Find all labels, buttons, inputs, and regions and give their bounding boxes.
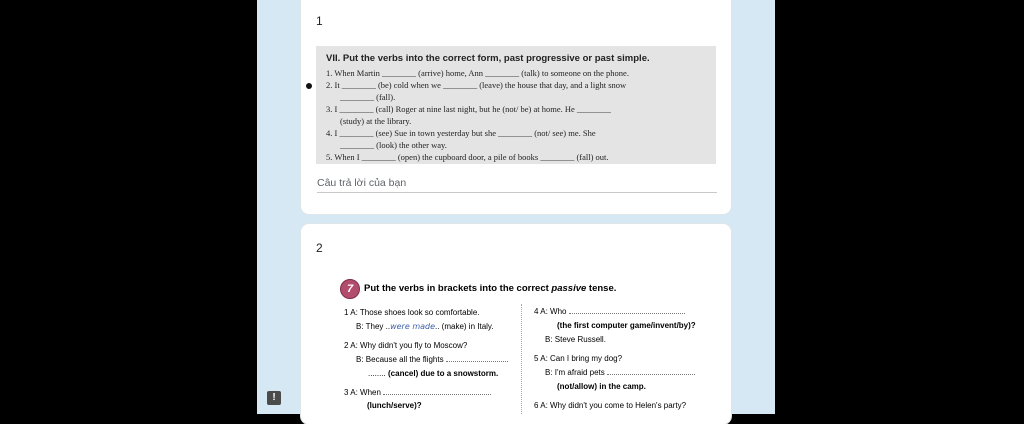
column-divider: [521, 304, 522, 414]
exercise-line: 2. It ________ (be) cold when we ________ (leave) the house that day, and a light snow: [326, 80, 627, 90]
exercise-line: ........ (cancel) due to a snowstorm.: [368, 369, 499, 378]
exercise-image-1: [316, 46, 716, 164]
answer-underline: [317, 192, 717, 193]
exercise-title: Put the verbs in brackets into the correct passive tense.: [364, 283, 617, 294]
exercise-number-badge: 7: [340, 279, 360, 299]
exercise-line: (study) at the library.: [340, 116, 412, 126]
exercise-line: 3 A: When: [344, 388, 491, 397]
exercise-line: 3. I ________ (call) Roger at nine last night, but he (not/ be) at home. He ________: [326, 104, 611, 114]
answer-input[interactable]: Câu trả lời của bạn: [317, 177, 407, 189]
exercise-line: 6 A: Why didn't you come to Helen's party?: [534, 401, 687, 410]
exercise-line: B: Steve Russell.: [545, 335, 606, 344]
exercise-title: VII. Put the verbs into the correct form, past progressive or past simple.: [326, 53, 650, 64]
exercise-line: 5. When I ________ (open) the cupboard door, a pile of books ________ (fall) out.: [326, 152, 609, 162]
exercise-line: (the first computer game/invent/by)?: [557, 321, 696, 330]
bullet-dot: [306, 83, 312, 89]
question-number: 2: [316, 241, 323, 255]
exercise-line: 1 A: Those shoes look so comfortable.: [344, 308, 480, 317]
exercise-line: 2 A: Why didn't you fly to Moscow?: [344, 341, 468, 350]
exercise-line: ________ (look) the other way.: [340, 140, 447, 150]
exercise-line: 5 A: Can I bring my dog?: [534, 354, 623, 363]
question-number: 1: [316, 14, 323, 28]
exercise-line: B: They ..were made.. (make) in Italy.: [356, 322, 494, 331]
report-issue-icon[interactable]: !: [267, 391, 281, 405]
exercise-line: 4 A: Who: [534, 307, 685, 316]
exercise-line: (lunch/serve)?: [367, 401, 422, 410]
exercise-line: 4. I ________ (see) Sue in town yesterday but she ________ (not/ see) me. She: [326, 128, 596, 138]
exercise-line: B: Because all the flights: [356, 355, 508, 364]
exercise-line: ________ (fall).: [340, 92, 396, 102]
handwritten-answer: were made: [390, 322, 436, 331]
exercise-line: 1. When Martin ________ (arrive) home, Ann ________ (talk) to someone on the phone.: [326, 68, 629, 78]
exercise-line: (not/allow) in the camp.: [557, 382, 646, 391]
exercise-line: B: I'm afraid pets: [545, 368, 695, 377]
